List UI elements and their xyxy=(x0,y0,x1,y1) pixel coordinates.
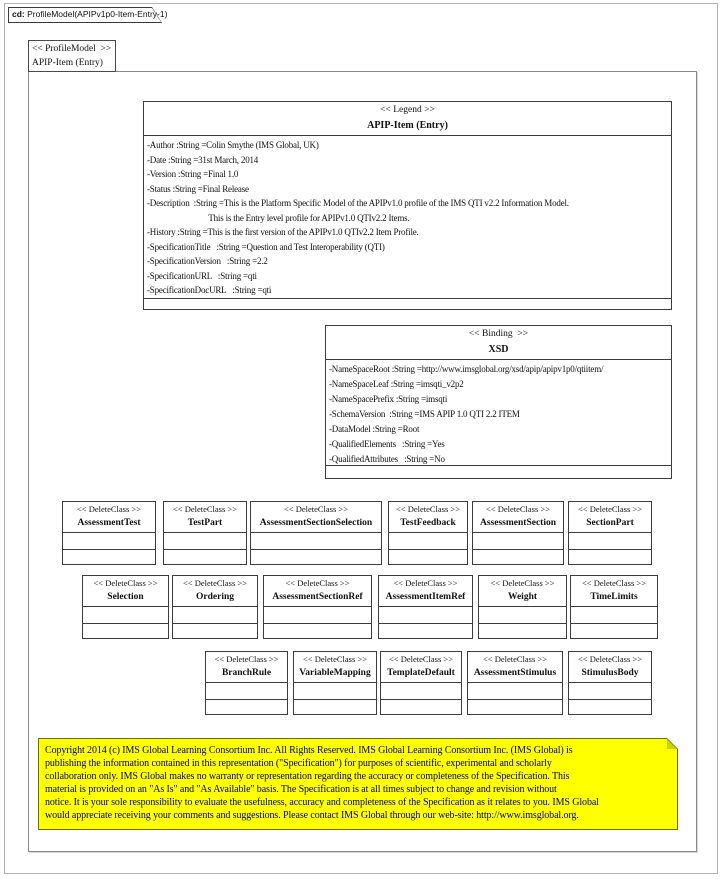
class-name: AssessmentStimulus xyxy=(473,668,557,678)
attribute-line: -SpecificationURL :String =qti xyxy=(147,270,257,281)
binding-name: XSD xyxy=(488,344,509,355)
class-header xyxy=(569,652,651,683)
attribute-line: -Date :String =31st March, 2014 xyxy=(147,154,259,165)
attribute-line: -SpecificationVersion :String =2.2 xyxy=(147,256,268,266)
class-stereotype: << DeleteClass >> xyxy=(577,654,643,664)
operations-compartment xyxy=(479,624,566,638)
operations-compartment xyxy=(379,624,472,638)
class-stereotype: << DeleteClass >> xyxy=(285,578,350,588)
attribute-line: -NameSpaceRoot :String =http://www.imsglobal.org/xsd/apip/apipv1p0/qtiitem/ xyxy=(329,364,604,374)
class-stereotype: << DeleteClass >> xyxy=(302,654,368,664)
operations-compartment xyxy=(569,550,651,564)
class-name: TestPart xyxy=(187,518,223,528)
class-header xyxy=(479,576,566,607)
class-box-assessmentsection[interactable] xyxy=(472,501,564,565)
class-box-timelimits[interactable] xyxy=(570,575,658,639)
class-header xyxy=(473,502,563,533)
class-header xyxy=(164,502,246,533)
attributes-compartment xyxy=(569,533,651,550)
attributes-compartment xyxy=(473,533,563,550)
operations-compartment xyxy=(63,550,155,564)
attribute-line: -SpecificationTitle :String =Question and Test Interoperability (QTI) xyxy=(147,241,385,252)
class-stereotype: << DeleteClass >> xyxy=(283,504,349,514)
class-box-ordering[interactable] xyxy=(172,575,258,639)
class-stereotype: << DeleteClass >> xyxy=(581,578,647,588)
legend-name: APIP-Item (Entry) xyxy=(367,120,448,131)
attributes-compartment xyxy=(264,607,371,624)
class-box-testpart[interactable] xyxy=(163,501,247,565)
diagram-name: ProfileModel(APIPv1p0-Item-Entry-1) xyxy=(24,9,168,19)
binding-operations-compartment xyxy=(326,465,671,478)
copyright-text xyxy=(45,744,672,826)
class-header xyxy=(571,576,657,607)
attributes-compartment xyxy=(294,683,376,700)
class-box-variablemapping[interactable] xyxy=(293,651,377,715)
class-name: AssessmentSectionSelection xyxy=(259,518,373,528)
operations-compartment xyxy=(164,550,246,564)
class-box-branchrule[interactable] xyxy=(205,651,288,715)
operations-compartment xyxy=(468,700,562,714)
binding-class-box[interactable] xyxy=(325,325,672,479)
copyright-note[interactable] xyxy=(38,738,678,830)
class-header xyxy=(83,576,168,607)
class-box-sectionpart[interactable] xyxy=(568,501,652,565)
class-name: AssessmentItemRef xyxy=(385,592,466,602)
class-name: AssessmentSectionRef xyxy=(272,592,363,602)
diagram-tab-label xyxy=(12,9,167,19)
class-stereotype: << DeleteClass >> xyxy=(214,654,279,664)
attributes-compartment xyxy=(63,533,155,550)
class-stereotype: << DeleteClass >> xyxy=(393,578,458,588)
attribute-line: -NameSpaceLeaf :String =imsqti_v2p2 xyxy=(329,379,464,389)
class-header xyxy=(63,502,155,533)
operations-compartment xyxy=(389,550,467,564)
attributes-compartment xyxy=(173,607,257,624)
copyright-line: material is provided on an "As Is" and "As Available" basis. The Specification is at all times subject to change and revision without xyxy=(45,784,557,796)
class-name: Weight xyxy=(507,592,538,602)
class-stereotype: << DeleteClass >> xyxy=(482,654,548,664)
class-box-assessmenttest[interactable] xyxy=(62,501,156,565)
operations-compartment xyxy=(569,700,651,714)
operations-compartment xyxy=(173,624,257,638)
class-stereotype: << DeleteClass >> xyxy=(93,578,158,588)
class-box-testfeedback[interactable] xyxy=(388,501,468,565)
class-box-selection[interactable] xyxy=(82,575,169,639)
class-box-weight[interactable] xyxy=(478,575,567,639)
frame-label xyxy=(28,40,116,72)
attributes-compartment xyxy=(164,533,246,550)
attribute-line: -Author :String =Colin Smythe (IMS Global, UK) xyxy=(147,140,319,150)
class-name: Ordering xyxy=(196,592,234,602)
class-header xyxy=(569,502,651,533)
class-name: AssessmentSection xyxy=(480,518,556,528)
attribute-line: -SpecificationDocURL :String =qti xyxy=(147,285,272,295)
class-box-templatedefault[interactable] xyxy=(380,651,462,715)
class-name: TemplateDefault xyxy=(387,668,455,678)
attributes-compartment xyxy=(206,683,287,700)
legend-class-box[interactable] xyxy=(143,101,672,310)
legend-attributes xyxy=(144,136,671,298)
operations-compartment xyxy=(83,624,168,638)
class-box-assessmentitemref[interactable] xyxy=(378,575,473,639)
operations-compartment xyxy=(571,624,657,638)
class-stereotype: << DeleteClass >> xyxy=(76,504,142,514)
attribute-line: -QualifiedAttributes :String =No xyxy=(329,454,445,464)
copyright-line: notice. It is your sole responsibility to evaluate the usefulness, accuracy and completeness of the Specification as it relates to you. IMS Global xyxy=(45,797,599,809)
operations-compartment xyxy=(264,624,371,638)
attribute-line: -Status :String =Final Release xyxy=(147,183,249,194)
attributes-compartment xyxy=(571,607,657,624)
class-stereotype: << DeleteClass >> xyxy=(395,504,461,514)
operations-compartment xyxy=(294,700,376,714)
attribute-line: -Description :String =This is the Platform Specific Model of the APIPv1.0 profile of the IMS QTI v2.2 Information Model. xyxy=(147,198,569,208)
class-box-assessmentstimulus[interactable] xyxy=(467,651,563,715)
copyright-line: Copyright 2014 (c) IMS Global Learning Consortium Inc. All Rights Reserved. IMS Global Learning Consortium Inc. (IMS Global) is xyxy=(45,745,573,756)
operations-compartment xyxy=(473,550,563,564)
class-header xyxy=(206,652,287,683)
class-header xyxy=(389,502,467,533)
diagram-title-tab xyxy=(8,7,168,23)
attribute-line: -Version :String =Final 1.0 xyxy=(147,169,239,179)
class-box-assessmentsectionselection[interactable] xyxy=(250,501,382,565)
legend-stereotype: << Legend >> xyxy=(380,105,435,115)
class-header xyxy=(381,652,461,683)
class-stereotype: << DeleteClass >> xyxy=(388,654,454,664)
legend-header xyxy=(144,102,671,136)
attributes-compartment xyxy=(251,533,381,550)
attribute-line: This is the Entry level profile for APIPv1.0 QTIv2.2 Items. xyxy=(147,212,410,223)
frame-name: APIP-Item (Entry) xyxy=(32,58,103,68)
class-name: BranchRule xyxy=(221,668,272,678)
attributes-compartment xyxy=(479,607,566,624)
attribute-line: -SchemaVersion :String =IMS APIP 1.0 QTI 2.2 ITEM xyxy=(329,409,520,419)
class-name: TimeLimits xyxy=(590,592,638,602)
binding-stereotype: << Binding >> xyxy=(468,329,529,339)
class-name: VariableMapping xyxy=(299,668,371,678)
binding-attributes xyxy=(326,360,671,465)
attribute-line: -QualifiedElements :String =Yes xyxy=(329,439,445,449)
legend-operations-compartment xyxy=(144,298,671,309)
diagram-type-prefix: cd: xyxy=(12,9,25,19)
copyright-line: collaboration only. IMS Global makes no warranty or representation regarding the accuracy or completeness of the Specification. This xyxy=(45,771,570,783)
attributes-compartment xyxy=(468,683,562,700)
attributes-compartment xyxy=(83,607,168,624)
copyright-line: would appreciate receiving your comments and suggestions. Please contact IMS Global through our web-site: http://www.imsglobal.org. xyxy=(45,810,579,822)
class-stereotype: << DeleteClass >> xyxy=(490,578,555,588)
class-stereotype: << DeleteClass >> xyxy=(182,578,248,588)
class-header xyxy=(379,576,472,607)
class-stereotype: << DeleteClass >> xyxy=(577,504,643,514)
class-header xyxy=(468,652,562,683)
class-header xyxy=(251,502,381,533)
class-header xyxy=(264,576,371,607)
class-name: AssessmentTest xyxy=(77,518,141,528)
frame-stereotype: << ProfileModel >> xyxy=(32,44,112,54)
class-box-stimulusbody[interactable] xyxy=(568,651,652,715)
attribute-line: -DataModel :String =Root xyxy=(329,424,420,434)
class-name: Selection xyxy=(107,592,144,602)
operations-compartment xyxy=(381,700,461,714)
class-name: StimulusBody xyxy=(581,668,639,678)
attributes-compartment xyxy=(381,683,461,700)
binding-header xyxy=(326,326,671,360)
attribute-line: -NameSpacePrefix :String =imsqti xyxy=(329,394,448,404)
attribute-line: -History :String =This is the first version of the APIPv1.0 QTIv2.2 Item Profile. xyxy=(147,227,419,237)
class-stereotype: << DeleteClass >> xyxy=(485,504,551,514)
class-stereotype: << DeleteClass >> xyxy=(172,504,238,514)
attributes-compartment xyxy=(389,533,467,550)
class-name: SectionPart xyxy=(586,518,634,528)
copyright-line: publishing the information contained in this representation ("Specification") for purposes of scientific, experimental and scholarly xyxy=(45,758,552,770)
attributes-compartment xyxy=(569,683,651,700)
class-header xyxy=(294,652,376,683)
attributes-compartment xyxy=(379,607,472,624)
class-box-assessmentsectionref[interactable] xyxy=(263,575,372,639)
class-name: TestFeedback xyxy=(400,518,456,528)
class-header xyxy=(173,576,257,607)
operations-compartment xyxy=(251,550,381,564)
operations-compartment xyxy=(206,700,287,714)
